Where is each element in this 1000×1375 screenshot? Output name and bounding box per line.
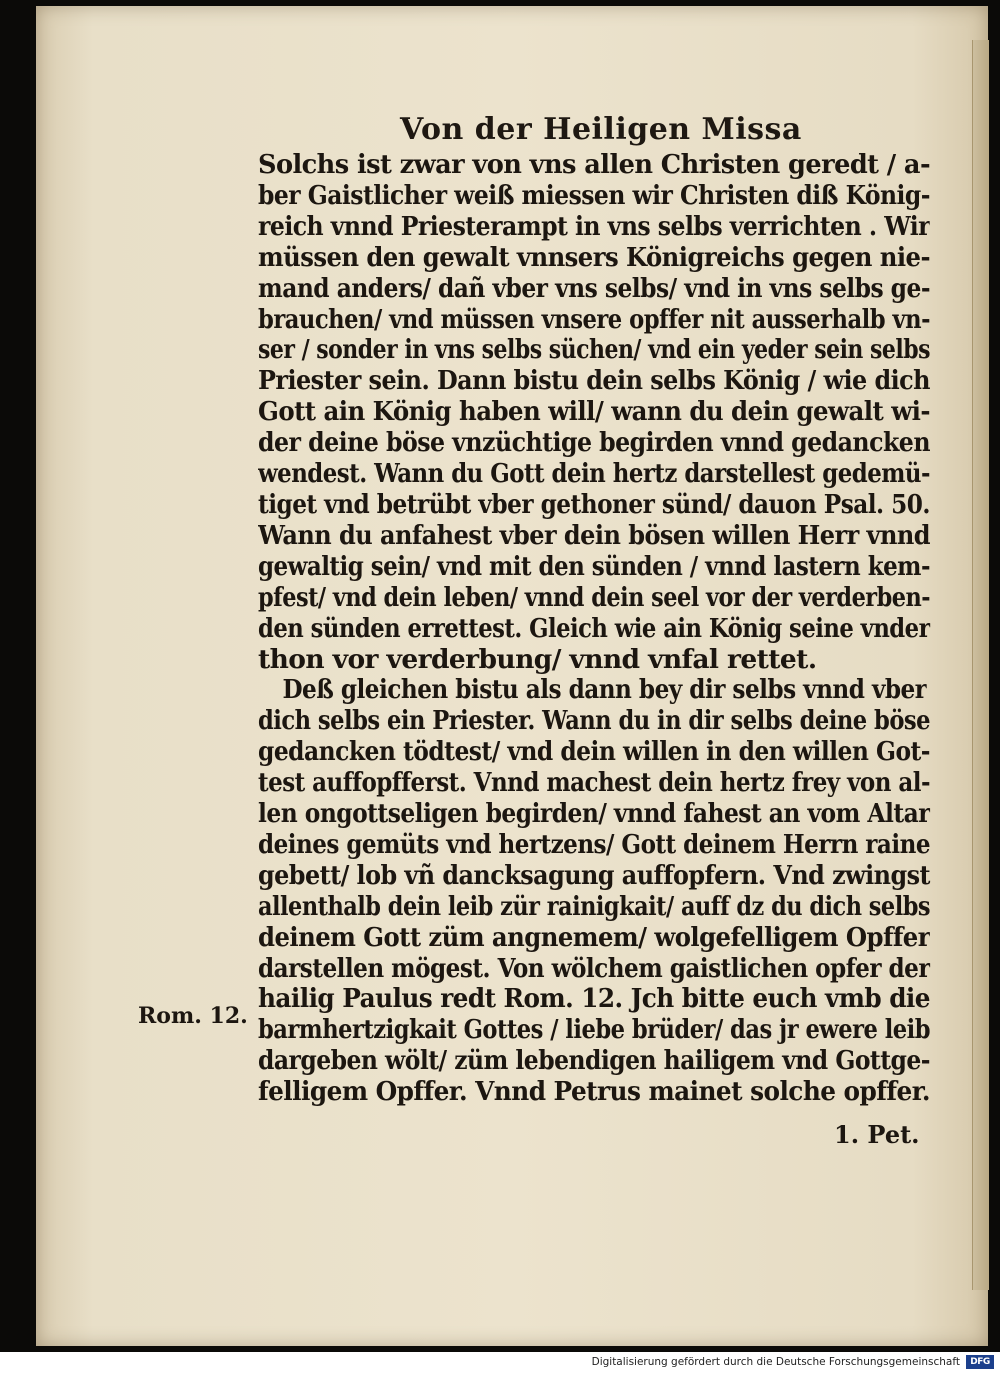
text-line: den sünden errettest. Gleich wie ain König seine vnder [258, 613, 931, 644]
page-edge [972, 40, 989, 1290]
text-line: felligem Opffer. Vnnd Petrus mainet solche opffer. [258, 1077, 930, 1108]
text-line: ber Gaistlicher weiß miessen wir Christen diß König- [258, 180, 931, 211]
text-line: allenthalb dein leib zür rainigkait/ auff dz du dich selbs [258, 891, 931, 922]
text-line: gebett/ lob vñ dancksagung auffopfern. Vnd zwingst [258, 860, 931, 891]
text-line: darstellen mögest. Von wölchem gaistlichen opfer der [258, 953, 931, 984]
margin-note-pet: 1. Pet. [834, 1120, 920, 1149]
text-line: Solchs ist zwar von vns allen Christen geredt / a- [258, 150, 931, 180]
funding-credit: Digitalisierung gefördert durch die Deutsche Forschungsgemeinschaft [591, 1356, 960, 1368]
text-line: mand anders/ dañ vber vns selbs/ vnd in vns selbs ge- [258, 273, 931, 304]
text-line: deinem Gott züm angnemem/ wolgefelligem Opffer [258, 922, 930, 953]
text-line: der deine böse vnzüchtige begirden vnnd gedancken [258, 428, 930, 459]
text-line: pfest/ vnd dein leben/ vnnd dein seel vor der verderben- [258, 582, 931, 613]
footer-bar [0, 1352, 1000, 1375]
text-line: Priester sein. Dann bistu dein selbs König / wie dich [258, 366, 930, 397]
text-line: dargeben wölt/ züm lebendigen hailigem vnd Gottge- [258, 1046, 931, 1077]
body-text [258, 150, 930, 1108]
margin-note-rom: Rom. 12. [138, 1003, 248, 1029]
text-line: reich vnnd Priesterampt in vns selbs verrichten . Wir [258, 211, 930, 242]
text-line: thon vor verderbung/ vnnd vnfal rettet. [258, 644, 817, 675]
text-line: hailig Paulus redt Rom. 12. Jch bitte euch vmb die [258, 984, 930, 1015]
text-line: brauchen/ vnd müssen vnsere opffer nit ausserhalb vn- [258, 304, 930, 335]
text-line: Gott ain König haben will/ wann du dein gewalt wi- [258, 397, 931, 428]
text-line: deines gemüts vnd hertzens/ Gott deinem Herrn raine [258, 829, 930, 860]
text-line: test auffopfferst. Vnnd machest dein hertz frey von al- [258, 768, 930, 799]
text-line: gewaltig sein/ vnd mit den sünden / vnnd lastern kem- [258, 551, 930, 582]
text-line: Wann du anfahest vber dein bösen willen Herr vnnd [258, 520, 931, 551]
text-line: müssen den gewalt vnnsers Königreichs gegen nie- [258, 242, 930, 273]
dfg-logo-icon[interactable]: DFG [966, 1355, 994, 1369]
text-line: gedancken tödtest/ vnd dein willen in den willen Got- [258, 737, 930, 768]
page-heading: Von der Heiligen Missa [400, 112, 802, 147]
text-line: dich selbs ein Priester. Wann du in dir selbs deine böse [258, 706, 931, 737]
text-line: barmhertzigkait Gottes / liebe brüder/ das jr ewere leib [258, 1015, 931, 1046]
text-line: tiget vnd betrübt vber gethoner sünd/ dauon Psal. 50. [258, 489, 930, 520]
text-line: ser / sonder in vns selbs süchen/ vnd ein yeder sein selbs [258, 335, 931, 366]
text-line: wendest. Wann du Gott dein hertz darstellest gedemü- [258, 459, 931, 490]
text-line: Deß gleichen bistu als dann bey dir selbs vnnd vber [282, 675, 927, 706]
text-line: len ongottseligen begirden/ vnnd fahest an vom Altar [258, 799, 931, 830]
